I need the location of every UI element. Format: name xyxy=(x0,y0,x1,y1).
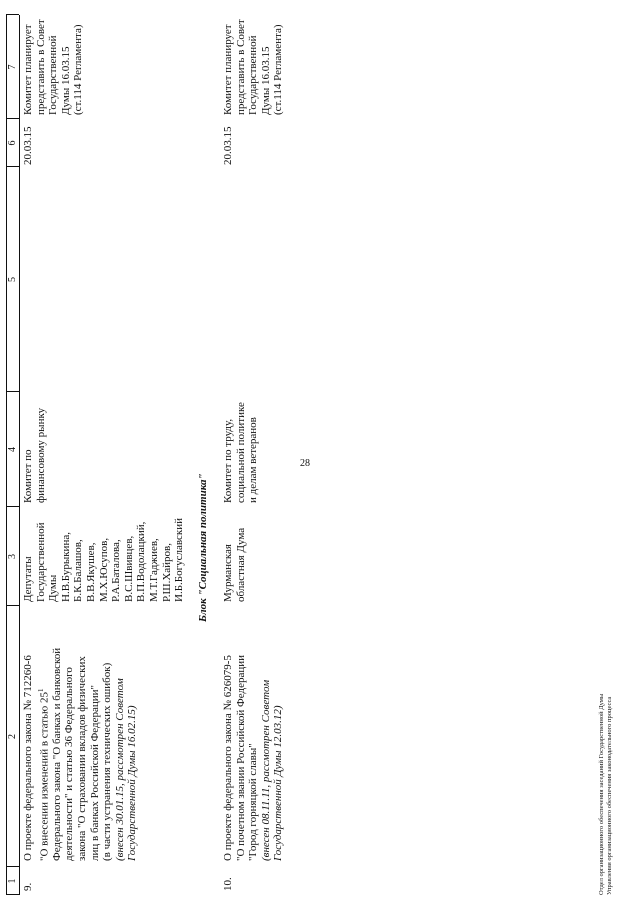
committee-line: Комитет по xyxy=(22,449,34,503)
note-line: (ст.114 Регламента) xyxy=(272,24,285,115)
title-status-line: (внесен 08.11.11, рассмотрен Советом xyxy=(259,679,272,861)
committee-line: социальной политике xyxy=(234,402,247,503)
title-line: О проекте федерального закона № 626079-5 xyxy=(222,655,234,861)
note-line: (ст.114 Регламента) xyxy=(72,24,85,115)
row-number: 10. xyxy=(222,877,234,891)
block-title: Блок "Социальная политика" xyxy=(197,473,209,622)
note-line: Комитет планирует xyxy=(22,24,34,115)
title-line: О проекте федерального закона № 712260-6 xyxy=(22,655,34,861)
title-line: "Город горняцкой славы" xyxy=(247,743,260,861)
footer-line: Отдел организационного обеспечения заседаний Государственной Думы xyxy=(598,693,605,895)
row-date: 20.03.15 xyxy=(222,126,234,165)
note-line: Думы 16.03.15 xyxy=(59,46,72,115)
note-line: представить в Совет xyxy=(34,19,47,115)
header-col-4: 4 xyxy=(7,447,18,452)
table-header-border xyxy=(19,15,20,895)
note-line: Комитет планирует xyxy=(222,24,234,115)
row-title xyxy=(222,605,285,861)
initiator-line: В.С.Швивцев, xyxy=(122,535,135,602)
footnote-mark: 1 xyxy=(36,688,45,692)
header-col-7: 7 xyxy=(7,64,18,70)
initiator-line: Мурманская xyxy=(222,544,234,602)
initiator-line: И.Б.Богуславский xyxy=(173,518,186,602)
row-title xyxy=(22,605,139,861)
note-line: Государственной xyxy=(247,35,260,115)
row-note xyxy=(222,11,285,115)
title-status-line: Государственной Думы 12.03.12) xyxy=(272,705,285,861)
note-line: представить в Совет xyxy=(234,19,247,115)
initiator-line: Б.К.Балашов, xyxy=(72,539,85,602)
title-line: деятельности" и статью 36 Федерального xyxy=(63,667,76,861)
committee-line: и делам ветеранов xyxy=(247,417,260,503)
initiator-line: Депутаты xyxy=(22,556,34,602)
committee-line: Комитет по труду, xyxy=(222,418,234,503)
note-line: Государственной xyxy=(47,35,60,115)
row-number: 9. xyxy=(22,882,34,891)
initiator-line: областная Дума xyxy=(234,527,247,602)
title-line: Федерального закона "О банках и банковской xyxy=(50,647,63,861)
header-col-6: 6 xyxy=(7,140,18,146)
header-col-2: 2 xyxy=(7,734,18,739)
row-committee xyxy=(22,391,47,503)
row-note xyxy=(22,11,85,115)
initiator-line: М.Х.Юсупов, xyxy=(97,537,110,602)
title-line: "О внесении изменений в статью $25^1$ xyxy=(36,688,51,861)
footer-line: Управления организационного обеспечения законодательного процесса xyxy=(605,696,613,895)
footer xyxy=(598,694,613,895)
title-status-line: (внесен 30.01.15, рассмотрен Советом xyxy=(113,678,126,861)
initiator-line: М.Т.Гаджиев, xyxy=(147,538,160,602)
title-line: "О почетном звании Российской Федерации xyxy=(234,655,247,861)
title-line: лиц в банках Российской Федерации" xyxy=(88,684,101,861)
header-col-1: 1 xyxy=(7,878,18,884)
title-line: закона "О страховании вкладов физических xyxy=(76,656,89,861)
header-col-3: 3 xyxy=(7,554,18,559)
committee-line: финансовому рынку xyxy=(34,407,47,503)
title-line: (в части устранения технических ошибок) xyxy=(101,662,114,861)
note-line: Думы 16.03.15 xyxy=(259,46,272,115)
row-initiator xyxy=(222,502,247,602)
header-col-5: 5 xyxy=(7,277,18,282)
initiator-line: Р.Ш.Хайров, xyxy=(160,543,173,602)
title-status-line: Государственной Думы 16.02.15) xyxy=(126,705,139,861)
rotated-page xyxy=(0,5,630,905)
initiator-line: Государственной xyxy=(34,522,47,602)
row-initiator xyxy=(22,502,186,602)
row-committee xyxy=(222,391,260,503)
initiator-line: Н.В.Бурыкина, xyxy=(59,532,72,602)
initiator-line: В.П.Водолацкий, xyxy=(135,521,148,602)
row-date: 20.03.15 xyxy=(22,126,34,165)
initiator-line: В.В.Якушев, xyxy=(84,542,97,602)
initiator-line: Р.А.Баталова, xyxy=(110,539,123,602)
initiator-line: Думы xyxy=(47,574,60,602)
page-number: 28 xyxy=(300,458,310,469)
